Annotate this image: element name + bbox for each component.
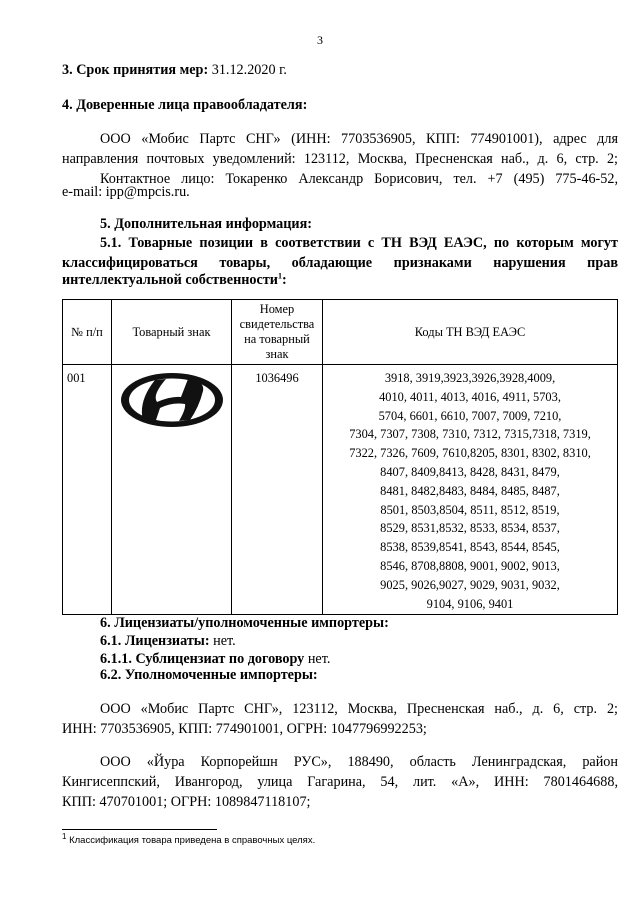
section-5-1-line-3 bbox=[62, 270, 618, 290]
section-6-heading-text: 6. Лицензиаты/уполномоченные импортеры: bbox=[100, 615, 389, 631]
code-line: 8407, 8409,8413, 8428, 8431, 8479, bbox=[380, 464, 560, 479]
header-certificate: Номер свидетельства на товарный знак bbox=[232, 300, 323, 365]
section-4-heading-text: 4. Доверенные лица правообладателя: bbox=[62, 97, 308, 113]
section-6-1-1-value: нет. bbox=[304, 651, 331, 667]
section-4-heading bbox=[62, 95, 618, 115]
footnote-text: Классификация товара приведена в справочных целях. bbox=[66, 835, 316, 846]
code-line: 5704, 6601, 6610, 7007, 7009, 7210, bbox=[378, 408, 562, 423]
row-num: 001 bbox=[63, 365, 112, 615]
footnote-ref: 1 bbox=[277, 271, 282, 281]
section-6-1-label: 6.1. Лицензиаты: bbox=[100, 633, 210, 649]
hyundai-logo-icon bbox=[119, 371, 225, 429]
row-trademark bbox=[112, 365, 232, 615]
header-codes: Коды ТН ВЭД ЕАЭС bbox=[323, 300, 618, 365]
section-6-2-heading-text: 6.2. Уполномоченные импортеры: bbox=[100, 667, 318, 683]
importer-1-line-1: ООО «Мобис Партс СНГ», 123112, Москва, Пресненская наб., д. 6, стр. 2; bbox=[100, 701, 618, 717]
row-certificate: 1036496 bbox=[232, 365, 323, 615]
footnote-divider bbox=[62, 829, 217, 830]
header-trademark: Товарный знак bbox=[112, 300, 232, 365]
code-line: 8501, 8503,8504, 8511, 8512, 8519, bbox=[380, 502, 560, 517]
code-line: 7304, 7307, 7308, 7310, 7312, 7315,7318, 7319, bbox=[349, 427, 591, 442]
footnote-mark: 1 bbox=[62, 831, 67, 841]
section-5-1-line-1 bbox=[100, 233, 618, 253]
row-codes bbox=[323, 365, 618, 615]
code-line: 9104, 9106, 9401 bbox=[426, 596, 514, 611]
section-3-value: 31.12.2020 г. bbox=[208, 62, 287, 78]
trademark-table bbox=[62, 299, 618, 615]
section-4-line-3: Контактное лицо: Токаренко Александр Борисович, тел. +7 (495) 775-46-52, bbox=[100, 171, 618, 187]
importer-2-line-1: ООО «Йура Корпорейшн РУС», 188490, область Ленинградская, район bbox=[100, 754, 618, 770]
page-number: 3 bbox=[317, 33, 323, 47]
section-5-1-text-3: интеллектуальной собственности bbox=[62, 272, 278, 288]
section-5-1-text-2: классифицироваться товары, обладающие признаками нарушения прав bbox=[62, 255, 618, 271]
section-5-1-colon: : bbox=[281, 272, 287, 288]
importer-1-line-2: ИНН: 7703536905, КПП: 774901001, ОГРН: 1047796992253; bbox=[62, 721, 427, 737]
importer-2-line-3: КПП: 470701001; ОГРН: 1089847118107; bbox=[62, 794, 311, 810]
section-6-2-heading bbox=[100, 665, 618, 685]
section-6-1-value: нет. bbox=[209, 633, 236, 649]
importer-2-line-2: Кингисеппский, Ивангород, улица Гагарина, 54, лит. «А», ИНН: 7801464688, bbox=[62, 774, 618, 790]
section-5-heading-text: 5. Дополнительная информация: bbox=[100, 216, 312, 232]
table-header-row bbox=[63, 300, 618, 365]
code-line: 8546, 8708,8808, 9001, 9002, 9013, bbox=[380, 558, 560, 573]
header-num: № п/п bbox=[63, 300, 112, 365]
code-line: 8529, 8531,8532, 8533, 8534, 8537, bbox=[380, 521, 560, 536]
section-6-1 bbox=[100, 631, 618, 651]
section-6-1-1-label: 6.1.1. Сублицензиат по договору bbox=[100, 651, 305, 667]
section-5-heading bbox=[100, 214, 618, 234]
section-3 bbox=[62, 60, 618, 80]
section-6-heading bbox=[100, 613, 618, 633]
code-line: 9025, 9026,9027, 9029, 9031, 9032, bbox=[380, 577, 560, 592]
section-4-line-4: e-mail: ipp@mpcis.ru. bbox=[62, 184, 190, 200]
table-row bbox=[63, 365, 618, 615]
code-line: 3918, 3919,3923,3926,3928,4009, bbox=[384, 371, 556, 385]
code-line: 8538, 8539,8541, 8543, 8544, 8545, bbox=[380, 540, 560, 555]
code-line: 4010, 4011, 4013, 4016, 4911, 5703, bbox=[379, 389, 561, 404]
section-3-label: 3. Срок принятия мер: bbox=[62, 62, 209, 78]
section-5-1-text-1: 5.1. Товарные позиции в соответствии с ТН ВЭД ЕАЭС, по которым могут bbox=[100, 235, 618, 251]
section-4-line-2: направления почтовых уведомлений: 123112, Москва, Пресненская наб., д. 6, стр. 2; bbox=[62, 151, 618, 167]
code-line: 8481, 8482,8483, 8484, 8485, 8487, bbox=[380, 483, 560, 498]
footnote bbox=[62, 831, 316, 846]
section-4-line-1: ООО «Мобис Партс СНГ» (ИНН: 7703536905, КПП: 774901001), адрес для bbox=[100, 131, 618, 147]
code-line: 7322, 7326, 7609, 7610,8205, 8301, 8302, 8310, bbox=[349, 446, 591, 461]
